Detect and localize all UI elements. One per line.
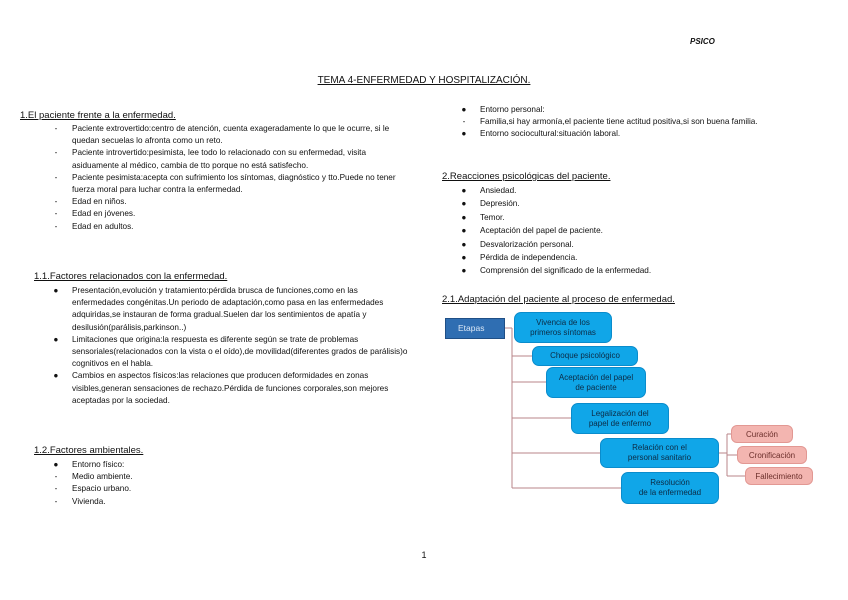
list-item-text: Espacio urbano. [72,484,132,494]
dash-marker: - [54,209,58,219]
list-item-text: Aceptación del papel de paciente. [480,226,603,236]
dash-marker: - [54,496,58,506]
list-item-text: Depresión. [480,199,520,209]
section-2-1-heading: 2.1.Adaptación del paciente al proceso de enfermedad. [442,294,675,305]
outcome-node: Cronificación [737,446,807,464]
list-item-text: Edad en jóvenes. [72,209,136,219]
outcome-node: Fallecimiento [745,467,813,485]
bullet-icon: ● [461,226,467,236]
stage-node: Legalización del papel de enfermo [571,403,669,434]
list-item-text: Paciente extrovertido:centro de atención, cuenta exageradamente lo que le ocurre, si le quedan secuelas lo afronta como un reto. [72,124,390,146]
bullet-icon: ● [461,266,467,276]
bullet-icon: ● [53,334,59,344]
bullet-icon: ● [461,239,467,249]
list-item-text: Ansiedad. [480,186,517,195]
list-item-text: Paciente pesimista:acepta con sufrimiento los síntomas, diagnóstico y tto.Puede no tener fuerza moral para luchar contra la enfermedad. [72,172,396,195]
stage-node: Relación con el personal sanitario [600,438,719,468]
bullet-icon: ● [461,129,467,139]
list-item-text: Entorno personal: [480,105,545,114]
list-item-text: Desvalorización personal. [480,239,574,249]
document-title: TEMA 4-ENFERMEDAD Y HOSPITALIZACIÓN. [317,75,531,86]
outcome-node: Curación [731,425,793,443]
header-tag: PSICO [690,37,715,46]
bullet-icon: ● [53,286,59,295]
stage-node: Resolución de la enfermedad [621,472,719,504]
bullet-icon: ● [461,212,467,222]
list-item-text: Entorno sociocultural:situación laboral. [480,129,621,139]
list-item-text: Paciente introvertido:pesimista, lee todo lo relacionado con su enfermedad, visita asiduamente al médico, cambia de tto porque no está satisfecho. [72,148,367,170]
dash-marker: - [54,221,58,231]
list-item-text: Vivienda. [72,496,106,506]
list-item-text: Pérdida de independencia. [480,253,578,263]
page-number: 1 [421,550,427,560]
bullet-icon: ● [461,253,467,263]
bullet-icon: ● [53,371,59,381]
list-item-text: Comprensión del significado de la enfermedad. [480,266,652,276]
list-item-text: Entorno físico: [72,460,125,469]
dash-marker: - [54,172,58,182]
dash-marker: - [54,124,58,133]
list-item-text: Familia,si hay armonía,el paciente tiene actitud positiva,si son buena familia. [480,117,758,127]
list-item-text: Cambios en aspectos físicos:las relaciones que producen deformidades en zonas visibles,generan sensaciones de rechazo.Pérdida de funciones corporales,son mejores aceptadas por la sociedad. [72,371,389,405]
bullet-icon: ● [461,105,467,114]
list-item-text: Temor. [480,212,505,222]
list-item-text: Edad en niños. [72,197,127,207]
section-1-1-heading: 1.1.Factores relacionados con la enfermedad. [34,271,228,282]
dash-marker: - [54,197,58,207]
list-item-text: Presentación,evolución y tratamiento:pérdida brusca de funciones,como en las enfermedades congénitas.Un periodo de adaptación,como pasa en las enfermedades adquiridas,se instauran de forma gradual.Suelen dar los sentimientos de apatía y desilusión(parálisis,parkinson..) [72,286,384,332]
dash-marker: - [54,472,58,482]
stage-node: Choque psicológico [532,346,638,366]
list-item-text: Medio ambiente. [72,472,133,482]
bullet-icon: ● [53,460,59,469]
dash-marker: - [462,117,466,127]
section-1-heading: 1.El paciente frente a la enfermedad. [20,110,176,121]
dash-marker: - [54,148,58,158]
dash-marker: - [54,484,58,494]
stage-node: Aceptación del papel de paciente [546,367,646,398]
list-item-text: Limitaciones que origina:la respuesta es diferente según se trate de problemas sensoriales(relacionados con la vista o el oído),de movilidad(diferentes grados de parálisis)o cognitivos en el habla. [72,334,408,369]
section-1-2-heading: 1.2.Factores ambientales. [34,445,144,456]
stage-node: Vivencia de los primeros síntomas [514,312,612,343]
list-item-text: Edad en adultos. [72,221,134,231]
bullet-icon: ● [461,199,467,209]
section-2-heading: 2.Reacciones psicológicas del paciente. [442,171,611,182]
bullet-icon: ● [461,186,467,195]
diagram-root-node: Etapas [445,318,505,339]
